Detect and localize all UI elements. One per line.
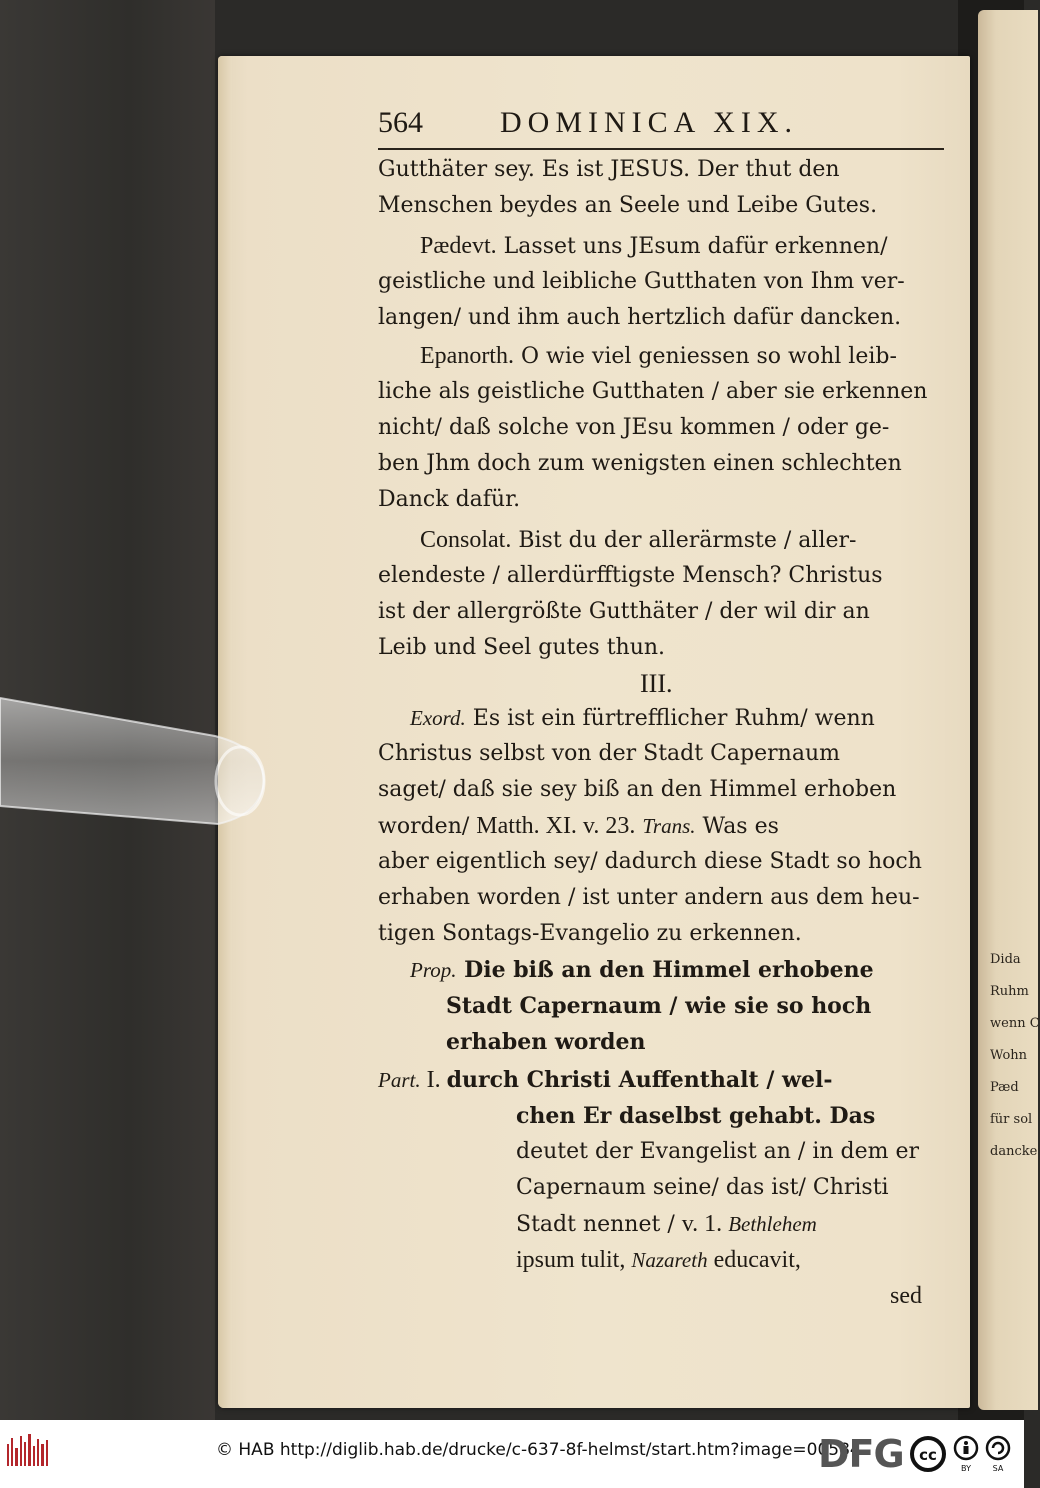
cc-license-icons[interactable]: [910, 1434, 1016, 1474]
facing-line: Ruhm: [990, 984, 1029, 999]
text-line: [890, 1278, 922, 1314]
text-segment: Epanorth.: [420, 343, 514, 369]
text-line: [516, 1098, 875, 1134]
svg-text:cc: cc: [919, 1446, 937, 1464]
text-segment: Exord.: [410, 706, 466, 730]
text-line: [378, 482, 520, 518]
text-line: [378, 772, 896, 808]
text-segment: langen/ und ihm auch hertzlich dafür dancken.: [378, 305, 902, 330]
text-segment: erhaben worden / ist unter andern aus dem heu-: [378, 885, 920, 910]
text-segment: I.: [420, 1067, 447, 1093]
text-segment: elendeste / allerdürfftigste Mensch? Christus: [378, 563, 883, 588]
text-line: [410, 700, 875, 736]
copyright-credit-link[interactable]: © HAB http://diglib.hab.de/drucke/c-637-8f-helmst/start.htm?image=00584: [216, 1440, 861, 1460]
text-line: [378, 446, 902, 482]
text-segment: Danck dafür.: [378, 487, 521, 512]
text-line: [516, 1134, 919, 1170]
text-line: [378, 152, 840, 188]
text-segment: aber eigentlich sey/ dadurch diese Stadt so hoch: [378, 849, 922, 874]
text-segment: nicht/ daß solche von JEsu kommen / oder ge-: [378, 415, 890, 440]
text-line: [420, 228, 888, 264]
facing-page-edge: [978, 10, 1038, 1410]
text-segment: geistliche und leibliche Gutthaten von Ihm ver-: [378, 269, 905, 294]
text-segment: Capernaum seine/ das ist/ Christi: [516, 1175, 889, 1200]
running-head: DOMINICA XIX.: [500, 106, 798, 139]
text-line: [410, 952, 874, 988]
footer-bar: [0, 1420, 1024, 1488]
by-icon: [955, 1437, 977, 1473]
text-segment: durch Christi Auffenthalt / wel-: [446, 1067, 833, 1093]
text-line: [446, 988, 871, 1024]
facing-line: Pæd: [990, 1080, 1019, 1095]
text-segment: saget/ daß sie sey biß an den Himmel erhoben: [378, 777, 897, 802]
text-segment: ipsum tulit,: [516, 1247, 632, 1273]
page-header: [378, 104, 944, 150]
text-segment: liche als geistliche Gutthaten / aber sie erkennen: [378, 379, 928, 404]
text-line: [378, 594, 870, 630]
text-segment: worden/: [378, 814, 477, 839]
text-segment: deutet der Evangelist an / in dem er: [516, 1139, 920, 1164]
page-number: 564: [378, 106, 423, 139]
facing-page-text: [990, 944, 1040, 1168]
text-line: [516, 1206, 817, 1242]
text-segment: O wie viel geniessen so wohl leib-: [513, 344, 897, 369]
svg-text:BY: BY: [961, 1464, 971, 1473]
text-line: [516, 1242, 801, 1278]
facing-line: dancke: [990, 1144, 1038, 1159]
text-segment: Trans.: [642, 814, 696, 838]
svg-text:SA: SA: [992, 1464, 1004, 1473]
text-line: [378, 264, 905, 300]
text-line: [640, 666, 672, 702]
text-line: [378, 916, 802, 952]
text-segment: v. 1.: [681, 1211, 729, 1237]
text-segment: Christus selbst von der Stadt Capernaum: [378, 741, 840, 766]
text-line: [378, 374, 927, 410]
facing-line: für sol: [990, 1112, 1033, 1127]
text-segment: chen Er daselbst gehabt. Das: [516, 1103, 876, 1129]
text-segment: ist der allergrößte Gutthäter / der wil dir an: [378, 599, 870, 624]
text-line: [420, 522, 856, 558]
text-line: [378, 1062, 832, 1098]
text-segment: tigen Sontags-Evangelio zu erkennen.: [378, 921, 802, 946]
text-segment: III.: [640, 669, 673, 698]
text-segment: Stadt nennet /: [516, 1212, 682, 1237]
text-segment: Consolat.: [420, 527, 512, 553]
page-holder-clip-icon: [0, 688, 270, 838]
text-line: [378, 844, 922, 880]
text-line: [378, 558, 883, 594]
text-segment: Matth. XI. v. 23.: [476, 813, 636, 839]
text-segment: Stadt Capernaum / wie sie so hoch: [446, 993, 872, 1019]
text-line: [516, 1170, 889, 1206]
facing-line: wenn C: [990, 1016, 1040, 1031]
text-line: [378, 300, 901, 336]
cc-icon: [912, 1438, 944, 1470]
text-segment: Bist du der allerärmste / aller-: [511, 528, 857, 553]
text-segment: Leib und Seel gutes thun.: [378, 635, 666, 660]
text-line: [420, 338, 897, 374]
text-segment: Die biß an den Himmel erhobene: [456, 957, 874, 983]
text-segment: Prop.: [410, 958, 457, 982]
text-segment: Es ist ein fürtrefflicher Ruhm/ wenn: [465, 706, 875, 731]
text-line: [378, 808, 779, 844]
text-segment: Pædevt.: [420, 233, 497, 259]
hab-barcode-logo-icon: [6, 1430, 50, 1474]
text-segment: Menschen beydes an Seele und Leibe Gutes.: [378, 193, 878, 218]
facing-line: Dida: [990, 952, 1021, 967]
text-segment: educavit,: [707, 1247, 801, 1273]
text-line: [378, 630, 665, 666]
text-segment: Lasset uns JEsum dafür erkennen/: [496, 234, 888, 259]
text-line: [378, 188, 877, 224]
sa-icon: [987, 1437, 1009, 1473]
text-segment: Part.: [378, 1068, 421, 1092]
text-segment: sed: [890, 1283, 922, 1309]
text-segment: Nazareth: [631, 1248, 708, 1272]
header-rule: [378, 148, 944, 150]
text-segment: ben Jhm doch zum wenigsten einen schlechten: [378, 451, 902, 476]
text-line: [378, 880, 920, 916]
dfg-logo: DFG: [818, 1432, 904, 1476]
text-segment: Gutthäter sey. Es ist JESUS. Der thut den: [378, 157, 840, 182]
text-segment: Bethlehem: [728, 1212, 817, 1236]
text-segment: erhaben worden: [446, 1029, 646, 1055]
facing-line: Wohn: [990, 1048, 1028, 1063]
text-segment: Was es: [695, 814, 779, 839]
text-line: [378, 410, 889, 446]
text-line: [378, 736, 840, 772]
text-line: [446, 1024, 645, 1060]
